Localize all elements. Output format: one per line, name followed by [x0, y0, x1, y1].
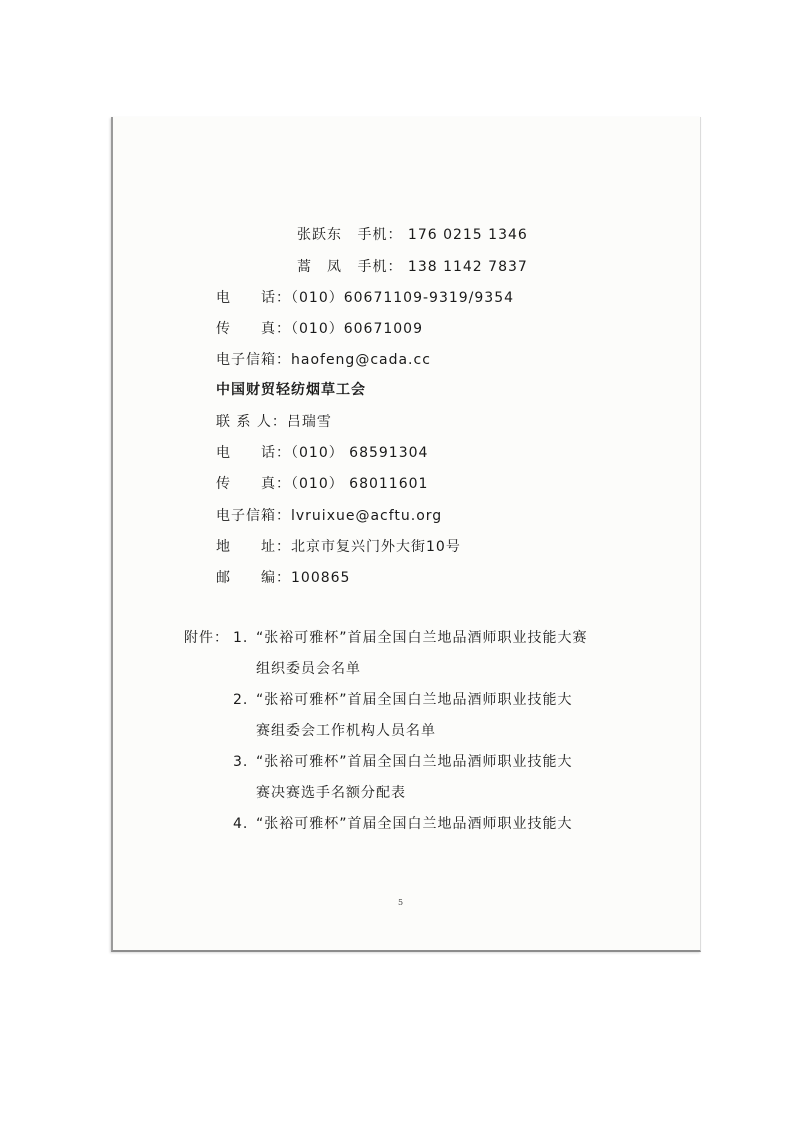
- attachment-title-line2: 赛组委会工作机构人员名单: [256, 723, 436, 739]
- union-postcode: 邮 编：100865: [216, 570, 351, 586]
- union-phone: 电 话：（010） 68591304: [216, 445, 429, 461]
- union-email: 电子信箱：lvruixue@acftu.org: [216, 508, 443, 524]
- contact-mobile-value: 176 0215 1346: [407, 227, 528, 243]
- attachment-title-line1: “张裕可雅杯”首届全国白兰地品酒师职业技能大: [256, 816, 573, 832]
- attachment-title-line2: 组织委员会名单: [256, 661, 361, 677]
- cada-fax: 传 真：（010）60671009: [216, 321, 423, 337]
- attachment-number: 1.: [233, 630, 249, 646]
- contact-hao-line: [297, 258, 528, 276]
- page-number: 5: [398, 898, 404, 907]
- contact-name: 蒿 凤: [297, 259, 342, 275]
- contact-name: 张跃东: [297, 227, 342, 243]
- union-address: 地 址：北京市复兴门外大街10号: [216, 539, 461, 555]
- attachments-label: 附件：: [184, 630, 229, 646]
- contact-mobile-label: 手机：: [357, 259, 403, 275]
- union-fax: 传 真：（010） 68011601: [216, 476, 429, 492]
- attachment-title-line1: “张裕可雅杯”首届全国白兰地品酒师职业技能大: [256, 692, 573, 708]
- contact-zhang-line: [297, 226, 528, 244]
- attachment-number: 3.: [233, 754, 249, 770]
- attachment-title-line2: 赛决赛选手名额分配表: [256, 785, 406, 801]
- attachment-number: 4.: [233, 816, 249, 832]
- union-contact: 联 系 人：吕瑞雪: [216, 414, 332, 430]
- cada-phone: 电 话：（010）60671109-9319/9354: [216, 290, 515, 306]
- contact-mobile-label: 手机：: [357, 227, 403, 243]
- cada-email: 电子信箱：haofeng@cada.cc: [216, 352, 431, 368]
- union-name: 中国财贸轻纺烟草工会: [216, 382, 366, 398]
- attachment-title-line1: “张裕可雅杯”首届全国白兰地品酒师职业技能大赛: [256, 630, 588, 646]
- contact-mobile-value: 138 1142 7837: [407, 259, 528, 275]
- attachment-title-line1: “张裕可雅杯”首届全国白兰地品酒师职业技能大: [256, 754, 573, 770]
- attachment-number: 2.: [233, 692, 249, 708]
